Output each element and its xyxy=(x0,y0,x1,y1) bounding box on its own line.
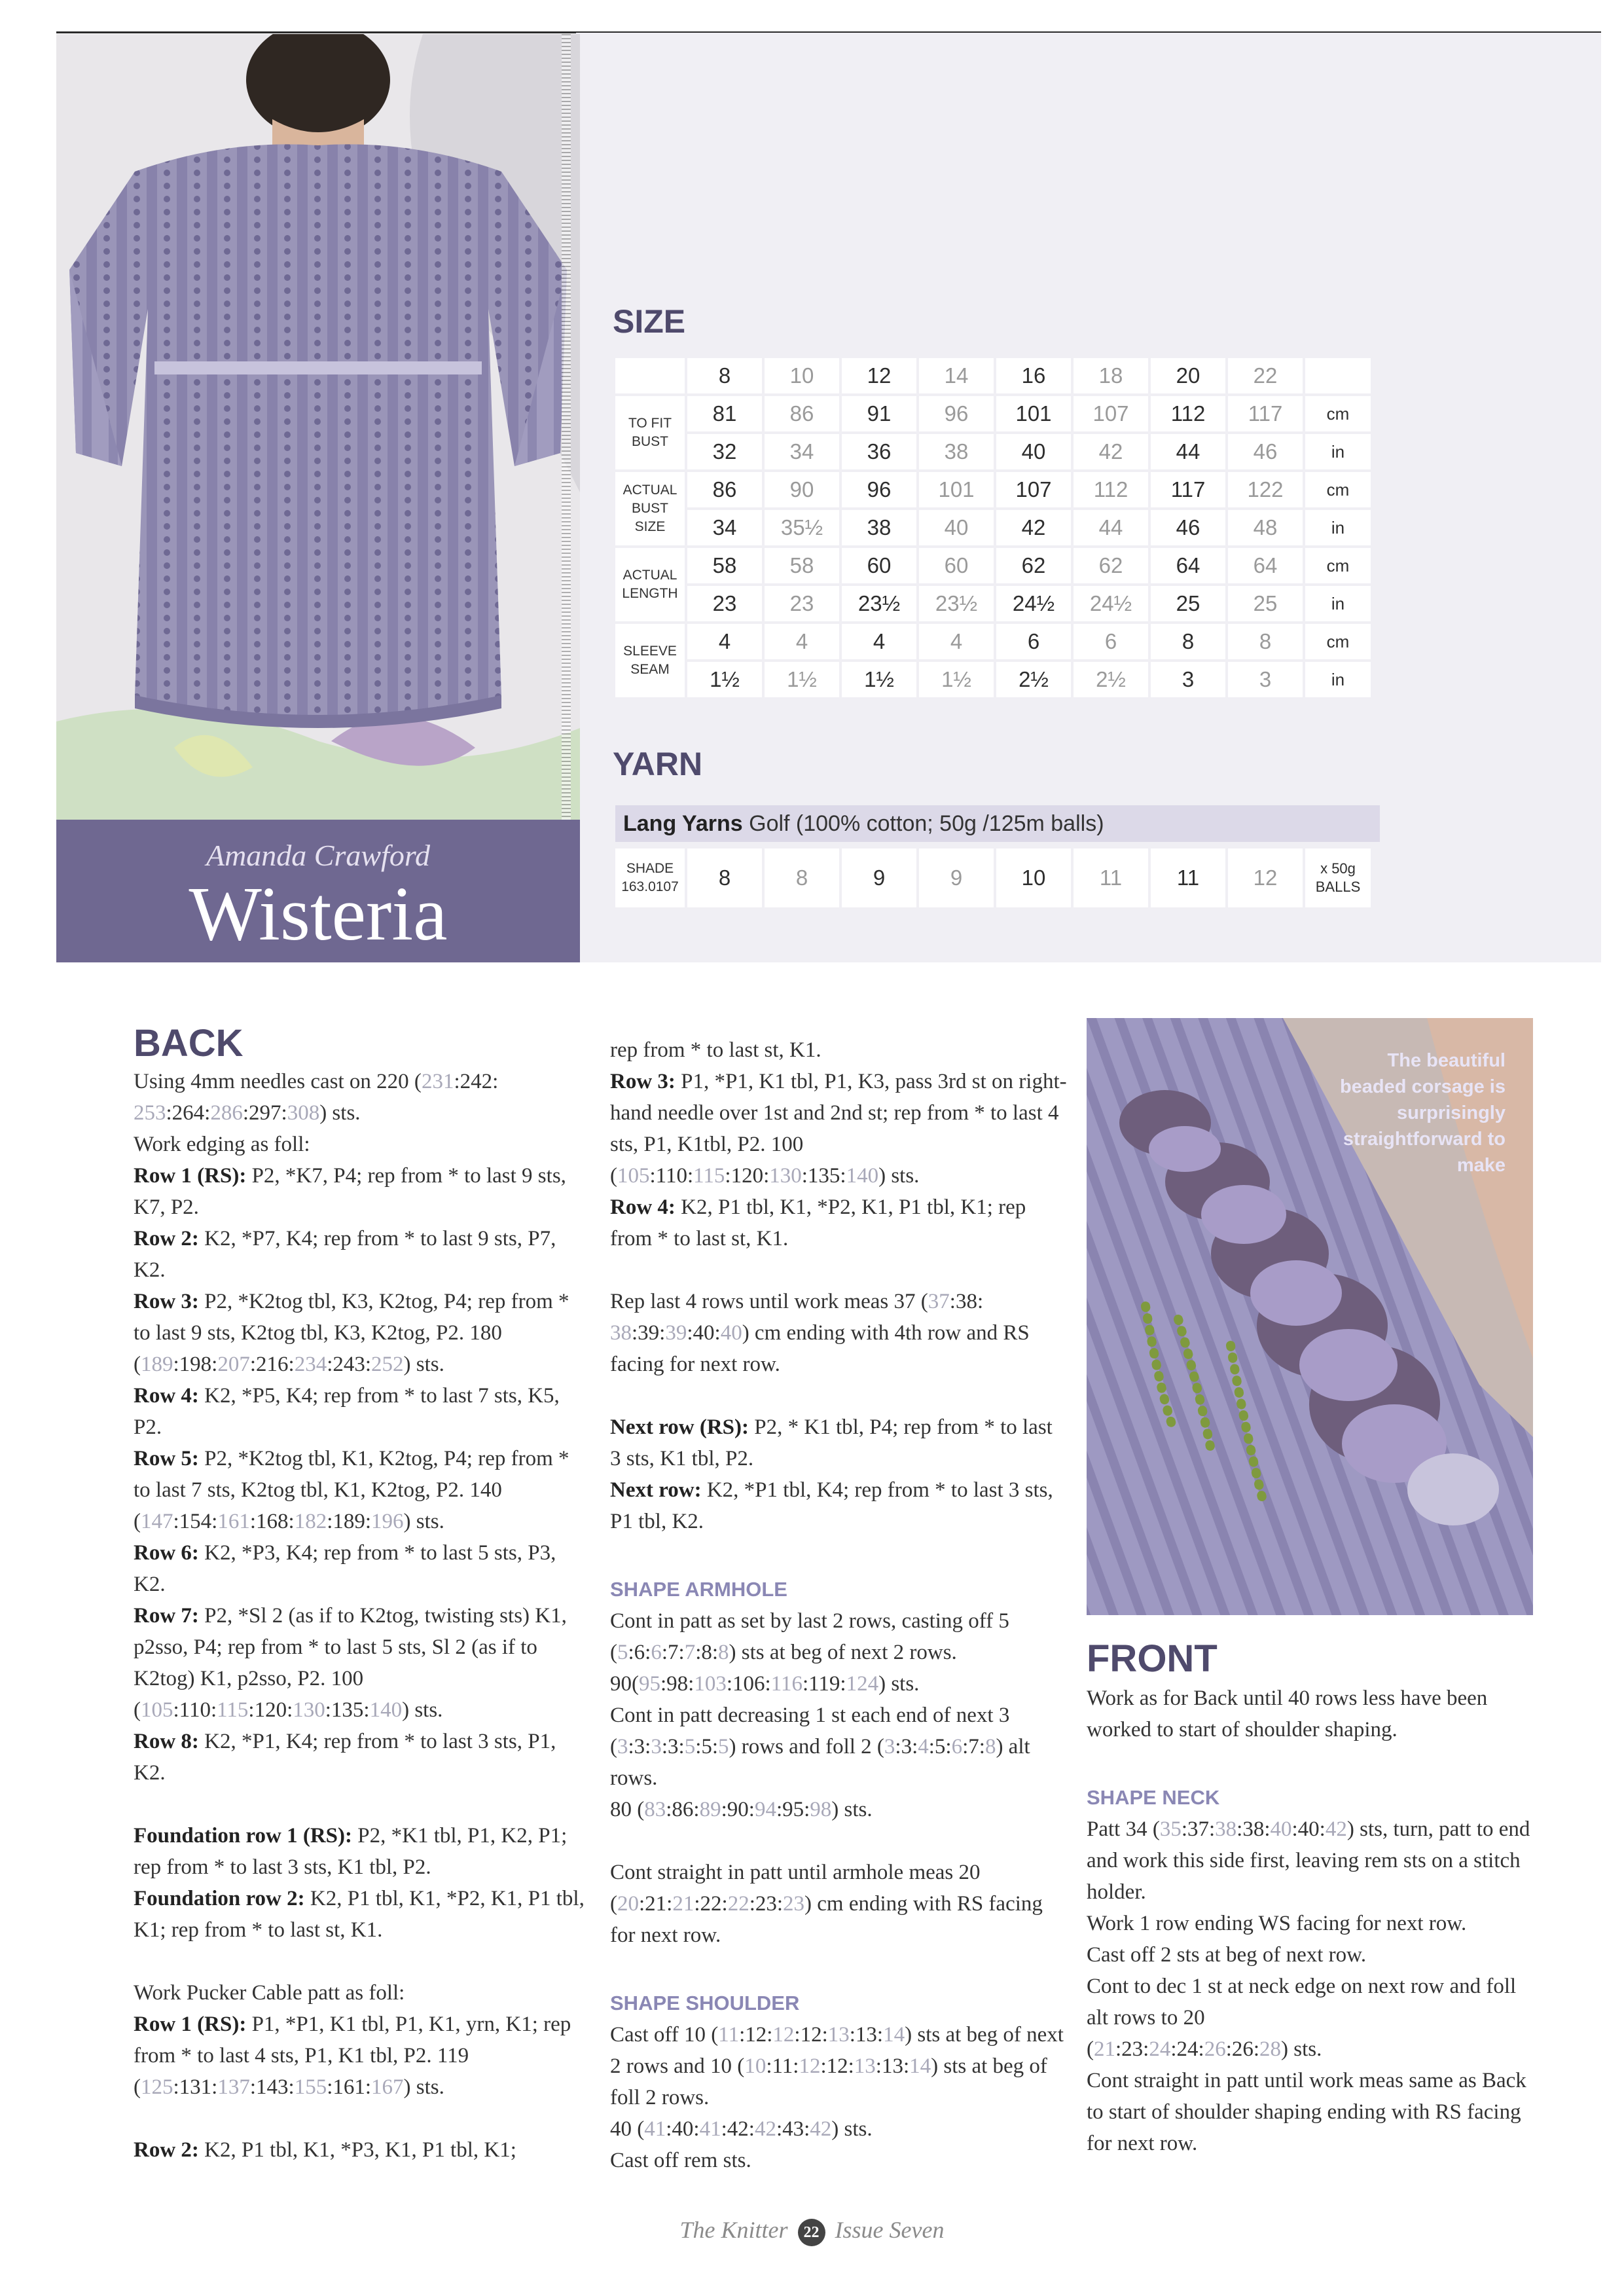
paragraph: Work edging as foll: xyxy=(134,1133,310,1156)
page-footer xyxy=(0,2216,1624,2246)
table-cell: 62 xyxy=(996,548,1071,583)
size-cell: 22 xyxy=(1228,358,1303,393)
table-cell: 2½ xyxy=(1074,662,1148,697)
shade-label: SHADE 163.0107 xyxy=(615,848,685,907)
paragraph: Foundation row 2: K2, P1 tbl, K1, *P2, K1, P1 tbl, K1; rep from * to last st, K1. xyxy=(134,1887,585,1942)
table-cell: 23½ xyxy=(919,586,994,621)
paragraph: Next row (RS): P2, * K1 tbl, P4; rep from * to last 3 sts, K1 tbl, P2. xyxy=(610,1415,1053,1470)
table-cell: 6 xyxy=(1074,624,1148,659)
paragraph: Foundation row 1 (RS): P2, *K1 tbl, P1, K2, P1; rep from * to last 3 sts, K1 tbl, P2. xyxy=(134,1824,568,1879)
paragraph: Work Pucker Cable patt as foll: xyxy=(134,1981,405,2005)
paragraph: Row 4: K2, P1 tbl, K1, *P2, K1, P1 tbl, K1; rep from * to last st, K1. xyxy=(610,1195,1026,1250)
size-table xyxy=(613,355,1373,700)
table-cell: 3 xyxy=(1228,662,1303,697)
table-row xyxy=(615,434,1371,469)
size-cell: 8 xyxy=(687,358,762,393)
shape-neck-subheading: SHAPE NECK xyxy=(1087,1786,1220,1809)
shape-shoulder-subheading: SHAPE SHOULDER xyxy=(610,1992,800,2014)
table-cell: 1½ xyxy=(842,662,916,697)
table-cell: 40 xyxy=(919,510,994,545)
table-cell: 64 xyxy=(1151,548,1225,583)
table-cell: 36 xyxy=(842,434,916,469)
table-cell: 90 xyxy=(765,472,839,507)
table-cell: 11 xyxy=(1151,848,1225,907)
table-cell: 9 xyxy=(842,848,916,907)
paragraph: Cont straight in patt until work meas same as Back to start of shoulder shaping ending with RS facing for next row. xyxy=(1087,2069,1526,2155)
yarn-brand: Lang Yarns xyxy=(623,811,743,836)
unit-cell: cm xyxy=(1305,624,1371,659)
paragraph: Row 5: P2, *K2tog tbl, K1, K2tog, P4; rep from * to last 7 sts, K2tog tbl, K1, K2tog, P2. 140 (147:154:161:168:182:189:196) sts. xyxy=(134,1447,569,1533)
table-cell: 25 xyxy=(1151,586,1225,621)
table-cell: 8 xyxy=(1228,624,1303,659)
table-row xyxy=(615,848,1371,907)
paragraph: Row 2: K2, P1 tbl, K1, *P3, K1, P1 tbl, K1; xyxy=(134,2138,516,2162)
paragraph: Row 8: K2, *P1, K4; rep from * to last 3 sts, P1, K2. xyxy=(134,1730,556,1785)
yarn-detail: Golf (100% cotton; 50g /125m balls) xyxy=(742,811,1104,836)
paragraph: Work as for Back until 40 rows less have been worked to start of shoulder shaping. xyxy=(1087,1686,1488,1741)
designer-name: Amanda Crawford xyxy=(206,839,431,872)
table-cell: 9 xyxy=(919,848,994,907)
table-cell: 107 xyxy=(1074,396,1148,431)
table-cell: 60 xyxy=(919,548,994,583)
table-cell: 23 xyxy=(687,586,762,621)
unit-cell xyxy=(1305,358,1371,393)
table-cell: 112 xyxy=(1074,472,1148,507)
table-cell: 62 xyxy=(1074,548,1148,583)
table-row xyxy=(615,510,1371,545)
table-row xyxy=(615,586,1371,621)
table-cell: 117 xyxy=(1228,396,1303,431)
paragraph: Row 1 (RS): P1, *P1, K1 tbl, P1, K1, yrn, K1; rep from * to last 4 sts, P1, K1 tbl, P2. 119 (125:131:137:143:155:161:167) sts. xyxy=(134,2013,571,2099)
instructions-column-3 xyxy=(1087,1683,1538,2159)
table-cell: 86 xyxy=(765,396,839,431)
table-cell: 8 xyxy=(687,848,762,907)
table-cell: 32 xyxy=(687,434,762,469)
front-heading: FRONT xyxy=(1087,1637,1218,1680)
table-cell: 86 xyxy=(687,472,762,507)
table-cell: 101 xyxy=(996,396,1071,431)
table-row xyxy=(615,396,1371,431)
photo-caption: The beautiful beaded corsage is surprisingly straightforward to make xyxy=(1339,1050,1506,1176)
instructions-column-1 xyxy=(134,1066,585,2166)
table-cell: 64 xyxy=(1228,548,1303,583)
paragraph: Next row: K2, *P1 tbl, K4; rep from * to last 3 sts, P1 tbl, K2. xyxy=(610,1478,1053,1533)
paragraph: Row 2: K2, *P7, K4; rep from * to last 9 sts, P7, K2. xyxy=(134,1227,556,1282)
table-cell: 46 xyxy=(1151,510,1225,545)
table-row xyxy=(615,472,1371,507)
unit-cell: in xyxy=(1305,662,1371,697)
paragraph: Row 4: K2, *P5, K4; rep from * to last 7 sts, K5, P2. xyxy=(134,1384,560,1439)
table-row xyxy=(615,548,1371,583)
table-cell: 25 xyxy=(1228,586,1303,621)
table-cell: 6 xyxy=(996,624,1071,659)
size-cell: 14 xyxy=(919,358,994,393)
sweater-back-photo xyxy=(56,34,580,820)
table-cell: 12 xyxy=(1228,848,1303,907)
paragraph: Using 4mm needles cast on 220 (231:242: 253:264:286:297:308) sts. xyxy=(134,1070,499,1125)
table-cell: 58 xyxy=(765,548,839,583)
paragraph: Cast off 2 sts at beg of next row. xyxy=(1087,1943,1367,1967)
table-cell: 112 xyxy=(1151,396,1225,431)
title-block xyxy=(56,820,580,962)
paragraph: Row 7: P2, *Sl 2 (as if to K2tog, twisting sts) K1, p2sso, P4; rep from * to last 5 sts, Sl 2 (as if to K2tog) K1, p2sso, P2. 100 (105:110:115:120:130:135:140) sts. xyxy=(134,1604,567,1722)
shade-table xyxy=(613,846,1373,910)
table-cell: 60 xyxy=(842,548,916,583)
table-cell: 24½ xyxy=(996,586,1071,621)
table-cell: 4 xyxy=(842,624,916,659)
size-heading: SIZE xyxy=(613,303,686,340)
table-cell: 35½ xyxy=(765,510,839,545)
table-cell: 44 xyxy=(1074,510,1148,545)
table-cell: 38 xyxy=(919,434,994,469)
table-cell: 38 xyxy=(842,510,916,545)
yarn-heading: YARN xyxy=(613,746,703,782)
magazine-name: The Knitter xyxy=(679,2217,788,2243)
unit-cell: cm xyxy=(1305,548,1371,583)
row-label: ACTUAL LENGTH xyxy=(615,548,685,621)
row-label: SLEEVE SEAM xyxy=(615,624,685,697)
table-cell: 107 xyxy=(996,472,1071,507)
paragraph: Cast off 10 (11:12:12:12:13:13:14) sts at beg of next 2 rows and 10 (10:11:12:12:13:13:14) sts at beg of foll 2 rows. 40 (41:40:41:42:42:43:42) sts. Cast off rem sts. xyxy=(610,2023,1064,2172)
table-cell: 42 xyxy=(996,510,1071,545)
page-number: 22 xyxy=(798,2219,825,2246)
unit-cell: in xyxy=(1305,510,1371,545)
table-cell: 81 xyxy=(687,396,762,431)
shape-armhole-subheading: SHAPE ARMHOLE xyxy=(610,1578,787,1601)
table-cell: 8 xyxy=(765,848,839,907)
table-cell: 2½ xyxy=(996,662,1071,697)
corner-cell xyxy=(615,358,685,393)
paragraph: Cont in patt decreasing 1 st each end of next 3 (3:3:3:3:5:5:5) rows and foll 2 (3:3:4:5:6:7:8) alt rows. 80 (83:86:89:90:94:95:98) sts. xyxy=(610,1704,1030,1821)
table-cell: 10 xyxy=(996,848,1071,907)
size-header-row xyxy=(615,358,1371,393)
size-cell: 16 xyxy=(996,358,1071,393)
table-cell: 1½ xyxy=(687,662,762,697)
paragraph: Row 6: K2, *P3, K4; rep from * to last 5 sts, P3, K2. xyxy=(134,1541,556,1596)
paragraph: Patt 34 (35:37:38:38:40:40:42) sts, turn, patt to end and work this side first, leaving rem sts on a stitch holder. xyxy=(1087,1817,1530,1904)
table-cell: 34 xyxy=(687,510,762,545)
table-cell: 122 xyxy=(1228,472,1303,507)
size-cell: 10 xyxy=(765,358,839,393)
table-cell: 24½ xyxy=(1074,586,1148,621)
paragraph: Cont in patt as set by last 2 rows, casting off 5 (5:6:6:7:7:8:8) sts at beg of next 2 rows. 90(95:98:103:106:116:119:124) sts. xyxy=(610,1609,1009,1696)
table-cell: 23½ xyxy=(842,586,916,621)
table-cell: 3 xyxy=(1151,662,1225,697)
paragraph: Row 3: P1, *P1, K1 tbl, P1, K3, pass 3rd st on right-hand needle over 1st and 2nd st; rep from * to last 4 sts, P1, K1tbl, P2. 100 (105:110:115:120:130:135:140) sts. xyxy=(610,1070,1067,1188)
table-cell: 40 xyxy=(996,434,1071,469)
table-cell: 23 xyxy=(765,586,839,621)
table-cell: 96 xyxy=(842,472,916,507)
table-cell: 1½ xyxy=(919,662,994,697)
table-cell: 101 xyxy=(919,472,994,507)
yarn-description xyxy=(615,805,1380,842)
table-cell: 46 xyxy=(1228,434,1303,469)
table-cell: 11 xyxy=(1074,848,1148,907)
paragraph: Work 1 row ending WS facing for next row. xyxy=(1087,1912,1467,1935)
unit-cell: cm xyxy=(1305,472,1371,507)
pattern-title: Wisteria xyxy=(189,871,448,957)
table-cell: 4 xyxy=(919,624,994,659)
paragraph: Cont to dec 1 st at neck edge on next row and foll alt rows to 20 (21:23:24:24:26:26:28) sts. xyxy=(1087,1975,1517,2061)
table-cell: 4 xyxy=(765,624,839,659)
size-cell: 20 xyxy=(1151,358,1225,393)
back-heading: BACK xyxy=(134,1022,244,1065)
table-row xyxy=(615,662,1371,697)
row-label: ACTUAL BUST SIZE xyxy=(615,472,685,545)
table-cell: 8 xyxy=(1151,624,1225,659)
instructions-column-2 xyxy=(610,1034,1068,2176)
paragraph: rep from * to last st, K1. xyxy=(610,1038,821,1062)
table-cell: 48 xyxy=(1228,510,1303,545)
table-cell: 44 xyxy=(1151,434,1225,469)
row-label: TO FIT BUST xyxy=(615,396,685,469)
size-cell: 12 xyxy=(842,358,916,393)
paragraph: Rep last 4 rows until work meas 37 (37:38: 38:39:39:40:40) cm ending with 4th row and RS facing for next row. xyxy=(610,1290,1030,1376)
paragraph: Row 3: P2, *K2tog tbl, K3, K2tog, P4; rep from * to last 9 sts, K2tog tbl, K3, K2tog, P2. 180 (189:198:207:216:234:243:252) sts. xyxy=(134,1290,569,1376)
table-cell: 117 xyxy=(1151,472,1225,507)
table-cell: 4 xyxy=(687,624,762,659)
unit-cell: in xyxy=(1305,434,1371,469)
table-cell: 42 xyxy=(1074,434,1148,469)
table-row xyxy=(615,624,1371,659)
issue-label: Issue Seven xyxy=(835,2217,945,2243)
table-cell: 34 xyxy=(765,434,839,469)
unit-cell: in xyxy=(1305,586,1371,621)
table-cell: 1½ xyxy=(765,662,839,697)
paragraph: Row 1 (RS): P2, *K7, P4; rep from * to last 9 sts, K7, P2. xyxy=(134,1164,566,1219)
table-cell: 58 xyxy=(687,548,762,583)
unit-cell: x 50g BALLS xyxy=(1305,848,1371,907)
paragraph: Cont straight in patt until armhole meas 20 (20:21:21:22:22:23:23) cm ending with RS facing for next row. xyxy=(610,1861,1043,1947)
size-cell: 18 xyxy=(1074,358,1148,393)
table-cell: 96 xyxy=(919,396,994,431)
unit-cell: cm xyxy=(1305,396,1371,431)
table-cell: 91 xyxy=(842,396,916,431)
